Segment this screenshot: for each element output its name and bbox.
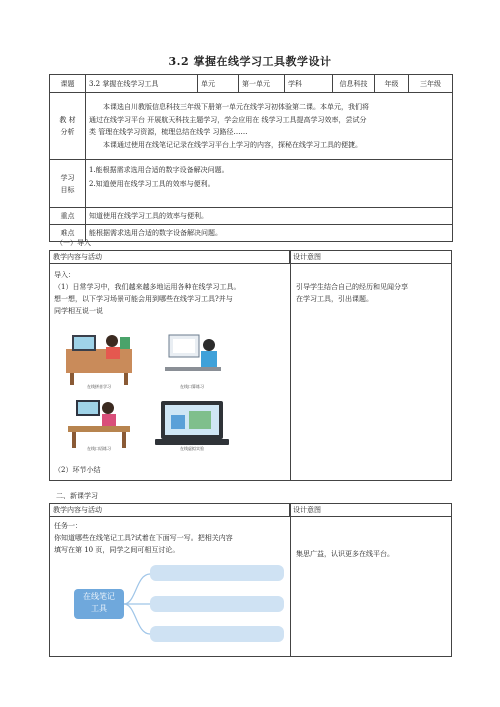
task-line-2: 填写在第 10 页，同学之间可相互讨论。 <box>54 546 180 554</box>
info-row-difficulty <box>50 225 453 242</box>
grade-value: 三年级 <box>409 75 453 93</box>
caption-oral-english: 在线口语练习 <box>87 446 111 451</box>
analysis-line-3: 类 管理在线学习资源，梳理总结在线学 习路径…… <box>89 128 248 136</box>
analysis-text <box>86 93 453 160</box>
goal-text <box>86 160 453 208</box>
goal-label-line2: 目标 <box>60 185 75 194</box>
caption-oral-math: 在线口算练习 <box>180 384 204 389</box>
intro-label: 导入： <box>54 271 75 279</box>
section-2-col-left-header: 教学内容与活动 <box>50 504 290 517</box>
difficulty-label: 难点 <box>50 225 86 242</box>
unit-value: 第一单元 <box>239 75 285 93</box>
mind-map-blank-3[interactable] <box>150 626 284 642</box>
analysis-label <box>50 93 86 160</box>
goal-2: 2.知道使用在线学习工具的效率与便利。 <box>89 180 215 188</box>
grade-label: 年级 <box>375 75 409 93</box>
section-2-divider <box>290 504 291 656</box>
mind-map-connectors <box>122 564 152 644</box>
task-label: 任务一： <box>54 522 82 530</box>
section-1-divider <box>290 251 291 480</box>
goal-1: 1.能根据需求选用合适的数字设备解决问题。 <box>89 166 229 174</box>
subject-value: 信息科技 <box>333 75 375 93</box>
info-row-key <box>50 208 453 225</box>
analysis-line-1: 本课选自川教版信息科技三年级下册第一单元在线学习初体验第二课。本单元，我们将 <box>103 103 369 111</box>
analysis-label-line1: 教 材 <box>59 116 76 124</box>
intro-line-3: 同学相互说一说 <box>54 307 103 315</box>
unit-label: 单元 <box>198 75 239 93</box>
section-1-intent-line-2: 在学习工具，引出课题。 <box>296 295 373 303</box>
analysis-line-4: 本课通过使用在线笔记记录在线学习平台上学习的内容，探秘在线学习工具的便捷。 <box>103 140 362 149</box>
mind-map-center-line1: 在线笔记 <box>83 592 115 601</box>
caption-pinyin: 在线拼音学习 <box>87 384 111 389</box>
virtual-experiment-illustration <box>153 399 231 449</box>
section-1-col-left-header: 教学内容与活动 <box>50 251 290 264</box>
course-label: 课题 <box>50 75 86 93</box>
difficulty-text: 能根据需求选用合适的数字设备解决问题。 <box>86 225 453 242</box>
section-1-label: （一）导入 <box>56 239 91 247</box>
section-1-summary: （2）环节小结 <box>54 466 101 474</box>
goal-label <box>50 160 86 208</box>
info-row-analysis <box>50 93 453 160</box>
info-row-goals <box>50 160 453 208</box>
key-text: 知道使用在线学习工具的效率与便利。 <box>86 208 453 225</box>
section-1-intent-line-1: 引导学生结合自己的经历和见闻分享 <box>296 283 408 291</box>
subject-label: 学科 <box>285 75 333 93</box>
intro-line-2: 想一想，以下学习场景可能会用到哪些在线学习工具?并与 <box>54 295 233 303</box>
section-1-col-right-header: 设计意图 <box>290 251 451 264</box>
mind-map-blank-1[interactable] <box>150 565 284 581</box>
section-2-intent: 集思广益，认识更多在线平台。 <box>296 550 394 558</box>
mind-map-blank-2[interactable] <box>150 596 284 612</box>
key-label: 重点 <box>50 208 86 225</box>
page-title: 3.2 掌握在线学习工具教学设计 <box>168 55 332 68</box>
caption-virtual-experiment: 在线虚拟实验 <box>180 446 204 451</box>
intro-line-1: （1）日常学习中，我们越来越多地运用各种在线学习工具。 <box>54 283 241 291</box>
analysis-line-2: 通过在线学习平台 开展航天科技主题学习，学会应用在 线学习工具提高学习效率，尝试分 <box>89 115 367 124</box>
goal-label-line1: 学习 <box>60 173 75 182</box>
analysis-label-line2: 分析 <box>60 128 75 136</box>
info-row-course <box>50 75 453 93</box>
section-2-col-right-header: 设计意图 <box>290 504 451 517</box>
section-2-label: 二、新课学习 <box>56 492 98 500</box>
oral-english-illustration <box>62 396 136 452</box>
section-2-box <box>49 503 452 657</box>
oral-math-illustration <box>155 331 229 387</box>
mind-map-center-line2: 工具 <box>91 604 107 613</box>
section-1-box <box>49 250 452 481</box>
info-table <box>49 74 453 242</box>
mind-map-center-node <box>74 589 124 619</box>
course-value: 3.2 掌握在线学习工具 <box>86 75 198 93</box>
task-line-1: 你知道哪些在线笔记工具?试着在下面写一写。把相关内容 <box>54 534 233 542</box>
pinyin-study-illustration <box>62 331 136 387</box>
